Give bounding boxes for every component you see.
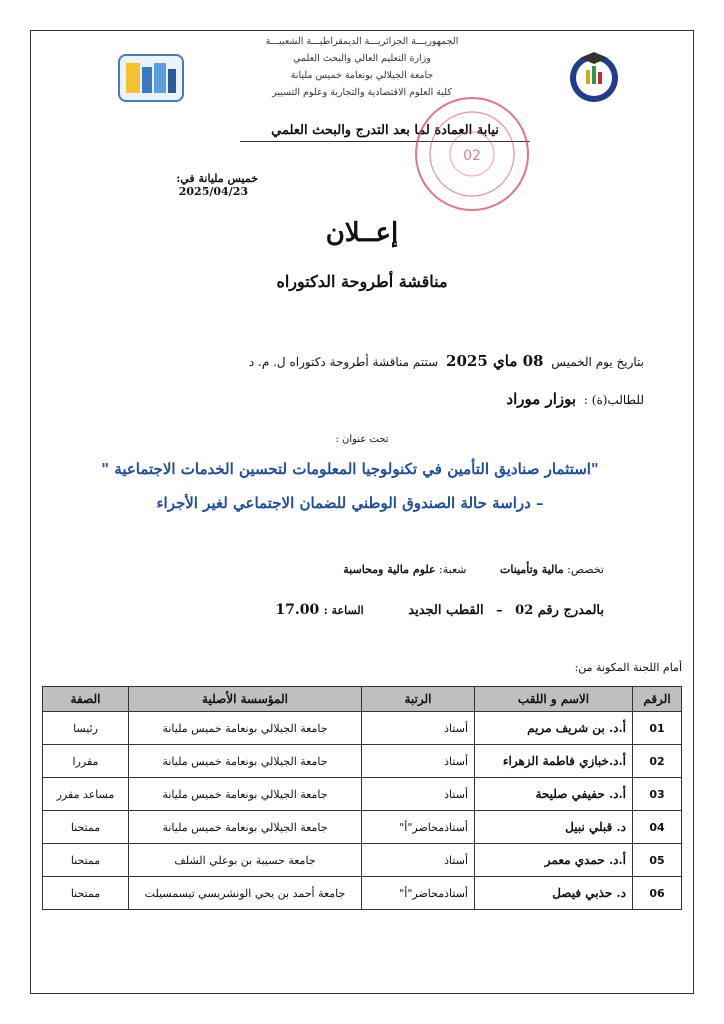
under-title-label: تحت عنوان : [335,434,389,445]
announce-prefix: بتاريخ يوم الخميس [551,355,644,369]
page-subtitle: مناقشة أطروحة الدكتوراه [276,272,448,291]
announce-day: 08 ماي 2025 [446,352,544,370]
thesis-title-line2: – دراسة حالة الصندوق الوطني للضمان الاجتماعي لغير الأجراء [156,494,544,512]
venue-line [144,602,604,618]
venue-hall: بالمدرج رقم 02 [515,603,604,618]
header-role: الصفة [43,687,129,712]
date-label: خميس مليانة في: [176,172,258,185]
table-row [43,844,682,877]
row-num: 03 [633,778,682,811]
row-institution: جامعة أحمد بن يحي الونشريسي تيسمسيلت [129,877,362,910]
official-stamp [412,94,532,214]
jury-intro: أمام اللجنة المكونة من: [574,661,682,674]
branch-label: شعبة: [439,563,467,576]
announce-suffix: ستتم مناقشة أطروحة دكتوراه ل. م. د [248,355,439,369]
specialty-label: تخصص: [567,563,604,576]
row-institution: جامعة الجيلالي بونعامة خميس مليانة [129,712,362,745]
row-rank: أستاذ [362,844,475,877]
venue-dash: – [496,603,503,618]
row-name: د. حذبي فيصل [475,877,633,910]
row-role: مقررا [43,745,129,778]
row-role: رئيسا [43,712,129,745]
row-role: ممتحنا [43,844,129,877]
page-title: إعــلان [325,218,399,248]
row-institution: جامعة حسيبة بن بوعلي الشلف [129,844,362,877]
row-institution: جامعة الجيلالي بونعامة خميس مليانة [129,811,362,844]
row-rank: أستاذمحاضر"أ" [362,877,475,910]
row-rank: أستاذمحاضر"أ" [362,811,475,844]
row-name: أ.د. حفيفي صليحة [475,778,633,811]
row-num: 02 [633,745,682,778]
row-role: مساعد مقرر [43,778,129,811]
branch-value: علوم مالية ومحاسبة [343,563,436,576]
ministry-line: وزارة التعليم العالي والبحث العلمي [293,53,431,64]
faculty-line: كلية العلوم الاقتصادية والتجارية وعلوم التسيير [272,87,452,98]
thesis-title-line1: "استثمار صناديق التأمين في تكنولوجيا المعلومات لتحسين الخدمات الاجتماعية " [101,460,599,478]
student-name: بوزار موراد [506,390,577,408]
table-row [43,811,682,844]
jury-header-row [43,687,682,712]
row-num: 05 [633,844,682,877]
student-line [84,390,644,408]
date-line [118,172,258,198]
table-row [43,877,682,910]
time-label: الساعة : [323,604,364,617]
student-label: للطالب(ة) : [583,393,644,407]
row-role: ممتحنا [43,877,129,910]
announce-line [84,352,644,370]
row-name: د. قبلي نبيل [475,811,633,844]
row-role: ممتحنا [43,811,129,844]
row-rank: أستاذ [362,712,475,745]
specialty-value: مالية وتأمينات [500,563,564,576]
row-name: أ.د.خبازي فاطمة الزهراء [475,745,633,778]
library-logo [118,54,184,102]
republic-line: الجمهوريـــة الجزائريـــة الديمقراطيـــة الشعبيـــة [265,36,459,47]
header-rank: الرتبة [362,687,475,712]
university-line: جامعة الجيلالي بونعامة خميس مليانة [290,70,434,81]
time-value: 17.00 [275,602,320,618]
venue-site: القطب الجديد [408,603,484,618]
header-institution: المؤسسة الأصلية [129,687,362,712]
header-num: الرقم [633,687,682,712]
svg-text:02: 02 [463,148,481,164]
row-name: أ.د. حمدي معمر [475,844,633,877]
table-row [43,712,682,745]
row-num: 04 [633,811,682,844]
row-rank: أستاذ [362,778,475,811]
row-institution: جامعة الجيلالي بونعامة خميس مليانة [129,778,362,811]
university-logo [566,48,622,104]
date-value: 2025/04/23 [178,185,248,198]
specialty-line [204,563,604,576]
row-num: 01 [633,712,682,745]
row-num: 06 [633,877,682,910]
row-rank: أستاذ [362,745,475,778]
header-name: الاسم و اللقب [475,687,633,712]
jury-table [42,686,682,910]
table-row [43,745,682,778]
table-row [43,778,682,811]
row-institution: جامعة الجيلالي بونعامة خميس مليانة [129,745,362,778]
row-name: أ.د. بن شريف مريم [475,712,633,745]
department-title: نيابة العمادة لما بعد التدرج والبحث العلمي [240,123,530,142]
